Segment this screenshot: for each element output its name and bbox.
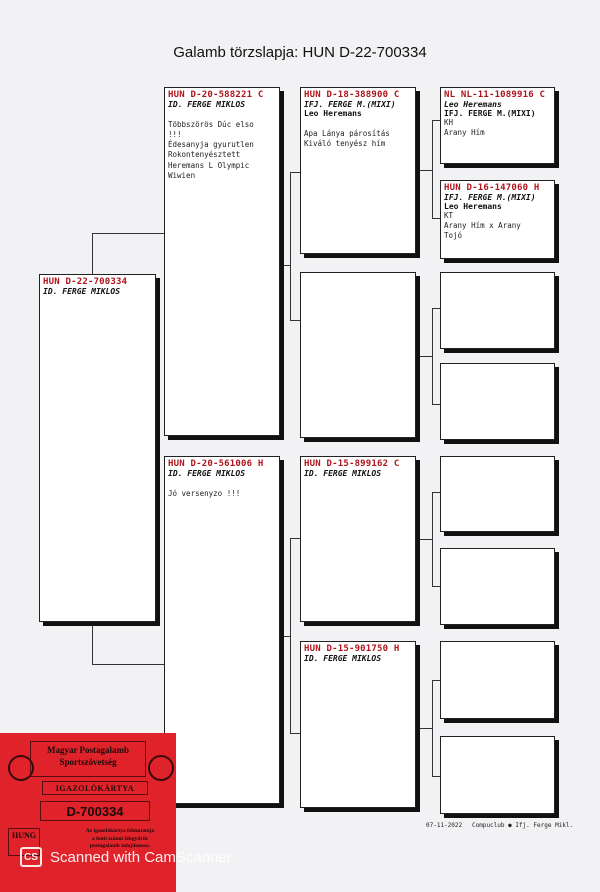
connector-line — [420, 356, 432, 357]
scanner-watermark — [20, 846, 232, 868]
connector-line — [290, 172, 291, 320]
ring-number: HUN D-16-147060 H — [444, 183, 540, 193]
watermark-text: Scanned with CamScanner — [50, 848, 232, 866]
connector-line — [282, 636, 290, 637]
dam-box — [164, 456, 280, 804]
card-type: IGAZOLÓKÁRTYA — [42, 781, 148, 795]
ring-number: HUN D-22-700334 — [43, 277, 128, 287]
card-ring-number: D-700334 — [40, 801, 150, 821]
connector-line — [92, 664, 167, 665]
owner-name: ID. FERGE MIKLOS — [168, 100, 246, 109]
print-date: 07-11-2022 — [426, 822, 463, 829]
owner-name: IFJ. FERGE M.(MIXI) — [304, 100, 396, 109]
sire-box — [164, 87, 280, 436]
connector-line — [420, 170, 432, 171]
sire-dam-box — [300, 272, 416, 438]
connector-line — [432, 492, 433, 586]
great-grandparent-box — [440, 641, 555, 719]
ring-number: HUN D-15-901750 H — [304, 644, 400, 654]
owner-name: ID. FERGE MIKLOS — [304, 469, 382, 478]
great-grandparent-box — [440, 736, 555, 814]
ring-number: HUN D-20-561006 H — [168, 459, 264, 469]
card-ownership-note: Az igazolókártya felmutatója a fenti számú lábgyűrűs postagalamb tulajdonosa. — [85, 828, 155, 850]
great-grandparent-box — [440, 548, 555, 625]
ring-number: HUN D-15-899162 C — [304, 459, 400, 469]
pigeon-notes: KT Arany Hím x Arany Tojó — [444, 211, 521, 241]
connector-line — [282, 265, 290, 266]
connector-line — [420, 539, 432, 540]
owner-name: ID. FERGE MIKLOS — [304, 654, 382, 663]
breeder-name: Leo Heremans — [444, 202, 502, 211]
sire-sire-box — [300, 87, 416, 254]
owner-name: Leo Heremans — [444, 100, 502, 109]
dam-dam-box — [300, 641, 416, 808]
breeder-name: IFJ. FERGE M.(MIXI) — [444, 109, 536, 118]
connector-line — [92, 233, 93, 276]
connector-line — [420, 728, 432, 729]
connector-line — [290, 538, 291, 733]
pigeon-notes: KH Arany Hím — [444, 118, 485, 138]
software-credit: Compuclub ● Ifj. Ferge Mikl. — [472, 822, 574, 829]
breeder-name: Leo Heremans — [304, 109, 362, 118]
ring-number: NL NL-11-1089916 C — [444, 90, 546, 100]
ring-number: HUN D-18-388900 C — [304, 90, 400, 100]
great-grandparent-box — [440, 87, 555, 164]
id-card — [0, 733, 176, 892]
great-grandparent-box — [440, 272, 555, 349]
pigeon-notes: Apa Lánya párosítás Kiváló tenyész hím — [304, 129, 390, 149]
ring-number: HUN D-20-588221 C — [168, 90, 264, 100]
connector-line — [432, 680, 433, 776]
owner-name: ID. FERGE MIKLOS — [43, 287, 121, 296]
card-organization: Magyar Postagalamb Sportszövetség — [30, 741, 146, 777]
owner-name: ID. FERGE MIKLOS — [168, 469, 246, 478]
great-grandparent-box — [440, 180, 555, 259]
great-grandparent-box — [440, 456, 555, 532]
page-title: Galamb törzslapja: HUN D-22-700334 — [173, 44, 427, 61]
connector-line — [432, 120, 433, 218]
camscanner-logo-icon: CS — [20, 847, 42, 867]
pigeon-notes: Jó versenyzo !!! — [168, 489, 241, 498]
dam-sire-box — [300, 456, 416, 622]
connector-line — [92, 621, 93, 664]
connector-line — [92, 233, 167, 234]
card-country-code: HUNG — [8, 828, 40, 856]
owner-name: IFJ. FERGE M.(MIXI) — [444, 193, 536, 202]
connector-line — [432, 308, 433, 404]
pigeon-notes: Többszörös Dúc elso !!! Édesanyja gyurutlen Rokontenyésztett Heremans L Olympic Wiwien — [168, 120, 254, 180]
great-grandparent-box — [440, 363, 555, 440]
seal-right-icon — [148, 755, 174, 781]
subject-pigeon-box — [39, 274, 156, 622]
